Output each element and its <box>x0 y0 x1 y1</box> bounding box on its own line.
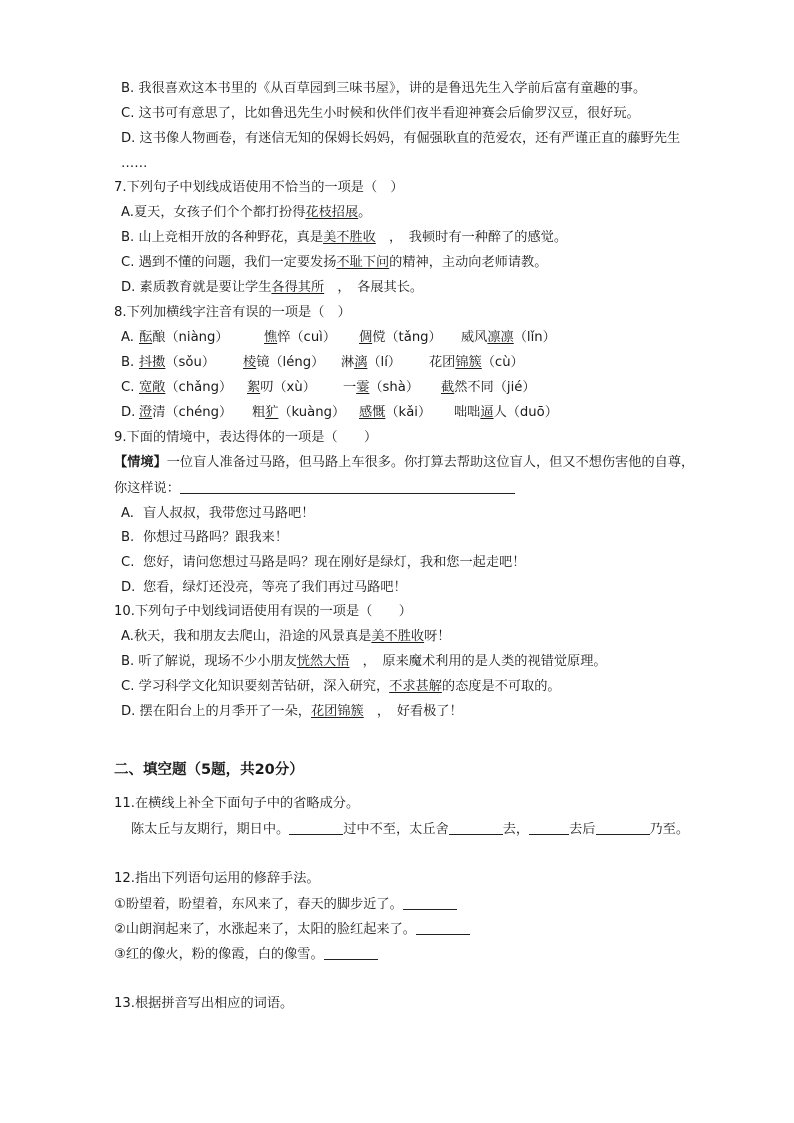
q8-stem: 8.下列加横线字注音有误的一项是（ ） <box>114 305 351 320</box>
q11-part: 陈太丘与友期行，期日中。 <box>131 822 290 837</box>
q9-ask: 你这样说： <box>114 481 180 496</box>
q11-part: 过中不至，太丘舍 <box>343 822 449 837</box>
q9-option-d <box>121 579 407 597</box>
q9-option-label: B. <box>121 530 135 545</box>
q7-b-pre: B. 山上竞相开放的各种野花，真是 <box>121 230 324 245</box>
q8-row-d <box>121 404 558 422</box>
q9-context <box>114 454 694 472</box>
section-heading-fill-in: 二、填空题（5题，共20分） <box>114 762 304 778</box>
q7-stem: 7.下列句子中划线成语使用不恰当的一项是（ ） <box>114 180 404 195</box>
q8-item-underlined: 逼 <box>480 405 494 420</box>
q9-option-text: 盲人叔叔，我带您过马路吧！ <box>143 506 315 521</box>
q8-item-post: （sǒu） <box>165 355 216 370</box>
q8-item-post: （lí） <box>367 355 402 370</box>
q8-item-underlined: 犷 <box>265 405 279 420</box>
q7-a-post: 。 <box>358 205 372 220</box>
q9-option-text: 您看，绿灯还没亮，等亮了我们再过马路吧！ <box>143 580 407 595</box>
q6-option-c: C. 这书可有意思了，比如鲁迅先生小时候和伙伴们夜半看迎神赛会后偷罗汉豆，很好玩。 <box>121 106 640 121</box>
q12-item-text: ③红的像火，粉的像霞，白的像雪。 <box>114 947 324 962</box>
q7-c-post: 的精神，主动向老师请教。 <box>389 255 548 270</box>
q8-label: A. <box>121 330 134 345</box>
q7-a-idiom: 花枝招展 <box>305 205 359 220</box>
q9-answer-blank[interactable] <box>180 479 515 494</box>
q8-row-c <box>121 379 536 397</box>
q8-item-underlined: 棱 <box>243 355 257 370</box>
q8-label: D. <box>121 405 136 420</box>
q8-item-underlined: 漓 <box>354 355 368 370</box>
q6-ellipsis: …… <box>121 156 148 171</box>
q11-sentence <box>131 820 689 839</box>
q10-c-post: 的态度是不可取的。 <box>441 679 561 694</box>
q6-option-b: B. 我很喜欢这本书里的《从百草园到三味书屋》，讲的是鲁迅先生入学前后富有童趣的事。 <box>121 81 647 96</box>
q10-d-pre: D. 摆在阳台上的月季开了一朵， <box>121 704 311 719</box>
q8-item <box>454 404 558 422</box>
q8-item-post: 悴（cuì） <box>277 330 337 345</box>
q8-item-underlined: 澄 <box>139 405 153 420</box>
q8-item <box>359 404 454 422</box>
q10-option-b <box>121 653 607 671</box>
q8-item-post: 傥（tǎng） <box>372 330 442 345</box>
q8-item <box>247 379 343 397</box>
q8-item <box>264 329 359 347</box>
q8-item-underlined: 截 <box>441 380 455 395</box>
q8-item-underlined: 霎 <box>356 380 370 395</box>
q10-option-c <box>121 678 561 696</box>
q8-item-post: 叨（xù） <box>260 380 316 395</box>
q8-item-underlined: 酝 <box>139 330 153 345</box>
q7-a-pre: A.夏天，女孩子们个个都打扮得 <box>121 205 306 220</box>
q8-item-post: （lǐn） <box>513 330 556 345</box>
q7-d-pre: D. 素质教育就是要让学生 <box>121 280 272 295</box>
q12-answer-blank[interactable] <box>416 920 470 935</box>
q6-option-d: D. 这书像人物画卷，有迷信无知的保姆长妈妈，有倔强耿直的范爱农，还有严谨正直的藤野先生 <box>121 131 681 146</box>
q11-part: 乃至。 <box>649 822 690 837</box>
q8-item <box>359 329 461 347</box>
q8-item-underlined: 凛凛 <box>487 330 514 345</box>
q10-stem: 10.下列句子中划线词语使用有误的一项是（ ） <box>114 604 412 619</box>
q8-item-post: （kuàng） <box>278 405 346 420</box>
q11-part: 去后 <box>569 822 596 837</box>
q12-answer-blank[interactable] <box>324 945 378 960</box>
q8-item-post: 酿（niàng） <box>152 330 229 345</box>
q8-item <box>341 354 429 372</box>
q7-option-a <box>121 204 371 222</box>
q8-item <box>243 354 341 372</box>
q8-label: C. <box>121 380 135 395</box>
q8-item-pre: 淋 <box>341 355 355 370</box>
q7-d-idiom: 各得其所 <box>271 280 325 295</box>
q11-stem: 11.在横线上补全下面句子中的省略成分。 <box>114 796 360 811</box>
q8-item <box>343 379 441 397</box>
q10-b-idiom: 恍然大悟 <box>296 654 350 669</box>
q10-d-idiom: 花团锦簇 <box>310 704 364 719</box>
q8-item-post: 然不同（jié） <box>454 380 536 395</box>
q8-item-post: 清（chéng） <box>152 405 233 420</box>
q8-item <box>461 329 556 347</box>
q11-blank-1[interactable] <box>289 820 343 835</box>
q7-b-idiom: 美不胜收 <box>323 230 376 245</box>
q8-item <box>441 379 536 397</box>
q8-item <box>139 354 243 372</box>
q10-option-d <box>121 703 463 721</box>
q7-option-b <box>121 229 567 247</box>
q11-blank-3[interactable] <box>529 820 569 835</box>
q9-option-label: D. <box>121 580 136 595</box>
q8-row-b <box>121 354 524 372</box>
q10-a-post: 呀！ <box>424 629 451 644</box>
q8-item-post: （shà） <box>369 380 420 395</box>
q10-option-a <box>121 628 450 646</box>
q8-item <box>429 354 524 372</box>
q12-stem: 12.指出下列语句运用的修辞手法。 <box>114 871 320 886</box>
q9-option-a <box>121 505 314 523</box>
q8-item-pre: 一 <box>343 380 357 395</box>
q8-item <box>139 379 247 397</box>
q8-item <box>252 404 359 422</box>
q8-item-post: 人（duō） <box>493 405 558 420</box>
q8-item <box>139 329 264 347</box>
q9-ask-line <box>114 479 515 498</box>
q11-blank-2[interactable] <box>449 820 503 835</box>
q8-item <box>139 404 252 422</box>
q10-d-post: ， 好看极了！ <box>363 704 463 719</box>
q8-item-post: （cù） <box>481 355 524 370</box>
q8-item-pre: 威风 <box>461 330 488 345</box>
q8-item-pre: 咄咄 <box>454 405 481 420</box>
q8-item-underlined: 宽敞 <box>139 380 166 395</box>
q7-d-post: ， 各展其长。 <box>324 280 424 295</box>
q12-item-text: ②山朗润起来了，水涨起来了，太阳的脸红起来了。 <box>114 922 416 937</box>
q8-item-post: （kǎi） <box>385 405 432 420</box>
q8-item-pre: 花团 <box>429 355 456 370</box>
q7-b-post: ， 我顿时有一种醉了的感觉。 <box>375 230 568 245</box>
q7-c-idiom: 不耻下问 <box>336 255 390 270</box>
q10-a-idiom: 美不胜收 <box>371 629 425 644</box>
q10-c-pre: C. 学习科学文化知识要刻苦钻研，深入研究， <box>121 679 390 694</box>
q12-item-3 <box>114 945 378 964</box>
q8-item-post: 镜（léng） <box>256 355 325 370</box>
q7-option-c <box>121 254 547 272</box>
q12-item-1 <box>114 895 457 914</box>
q10-b-pre: B. 听了解说，现场不少小朋友 <box>121 654 297 669</box>
q8-item-underlined: 抖擞 <box>139 355 166 370</box>
q8-item-underlined: 锦簇 <box>455 355 482 370</box>
q8-item-underlined: 憔 <box>264 330 278 345</box>
q7-c-pre: C. 遇到不懂的问题，我们一定要发扬 <box>121 255 337 270</box>
q9-context-tag: 【情境】 <box>114 455 167 470</box>
q11-part: 去， <box>502 822 530 837</box>
q8-item-underlined: 感慨 <box>359 405 386 420</box>
q9-context-text: 一位盲人准备过马路，但马路上车很多。你打算去帮助这位盲人，但又不想伤害他的自尊， <box>166 455 695 470</box>
q9-option-label: A. <box>121 506 134 521</box>
q9-option-c <box>121 554 525 572</box>
q12-item-2 <box>114 920 470 939</box>
q10-a-pre: A.秋天，我和朋友去爬山，沿途的风景真是 <box>121 629 372 644</box>
q11-blank-4[interactable] <box>596 820 650 835</box>
q12-item-text: ①盼望着，盼望着，东风来了，春天的脚步近了。 <box>114 897 403 912</box>
q10-b-post: ， 原来魔术利用的是人类的视错觉原理。 <box>349 654 607 669</box>
q12-answer-blank[interactable] <box>403 895 457 910</box>
q7-option-d <box>121 279 423 297</box>
q9-option-text: 您好，请问您想过马路是吗？现在刚好是绿灯，我和您一起走吧！ <box>143 555 526 570</box>
q9-stem: 9.下面的情境中，表达得体的一项是（ ） <box>114 430 378 445</box>
q9-option-b <box>121 529 288 547</box>
q8-row-a <box>121 329 556 347</box>
q10-c-idiom: 不求甚解 <box>389 679 442 694</box>
q8-item-post: （chǎng） <box>165 380 233 395</box>
q9-option-label: C. <box>121 555 135 570</box>
q9-option-text: 你想过马路吗？跟我来！ <box>143 530 289 545</box>
q8-label: B. <box>121 355 135 370</box>
q8-item-pre: 粗 <box>252 405 266 420</box>
q13-stem: 13.根据拼音写出相应的词语。 <box>114 996 294 1011</box>
q8-item-underlined: 絮 <box>247 380 261 395</box>
q8-item-underlined: 倜 <box>359 330 373 345</box>
